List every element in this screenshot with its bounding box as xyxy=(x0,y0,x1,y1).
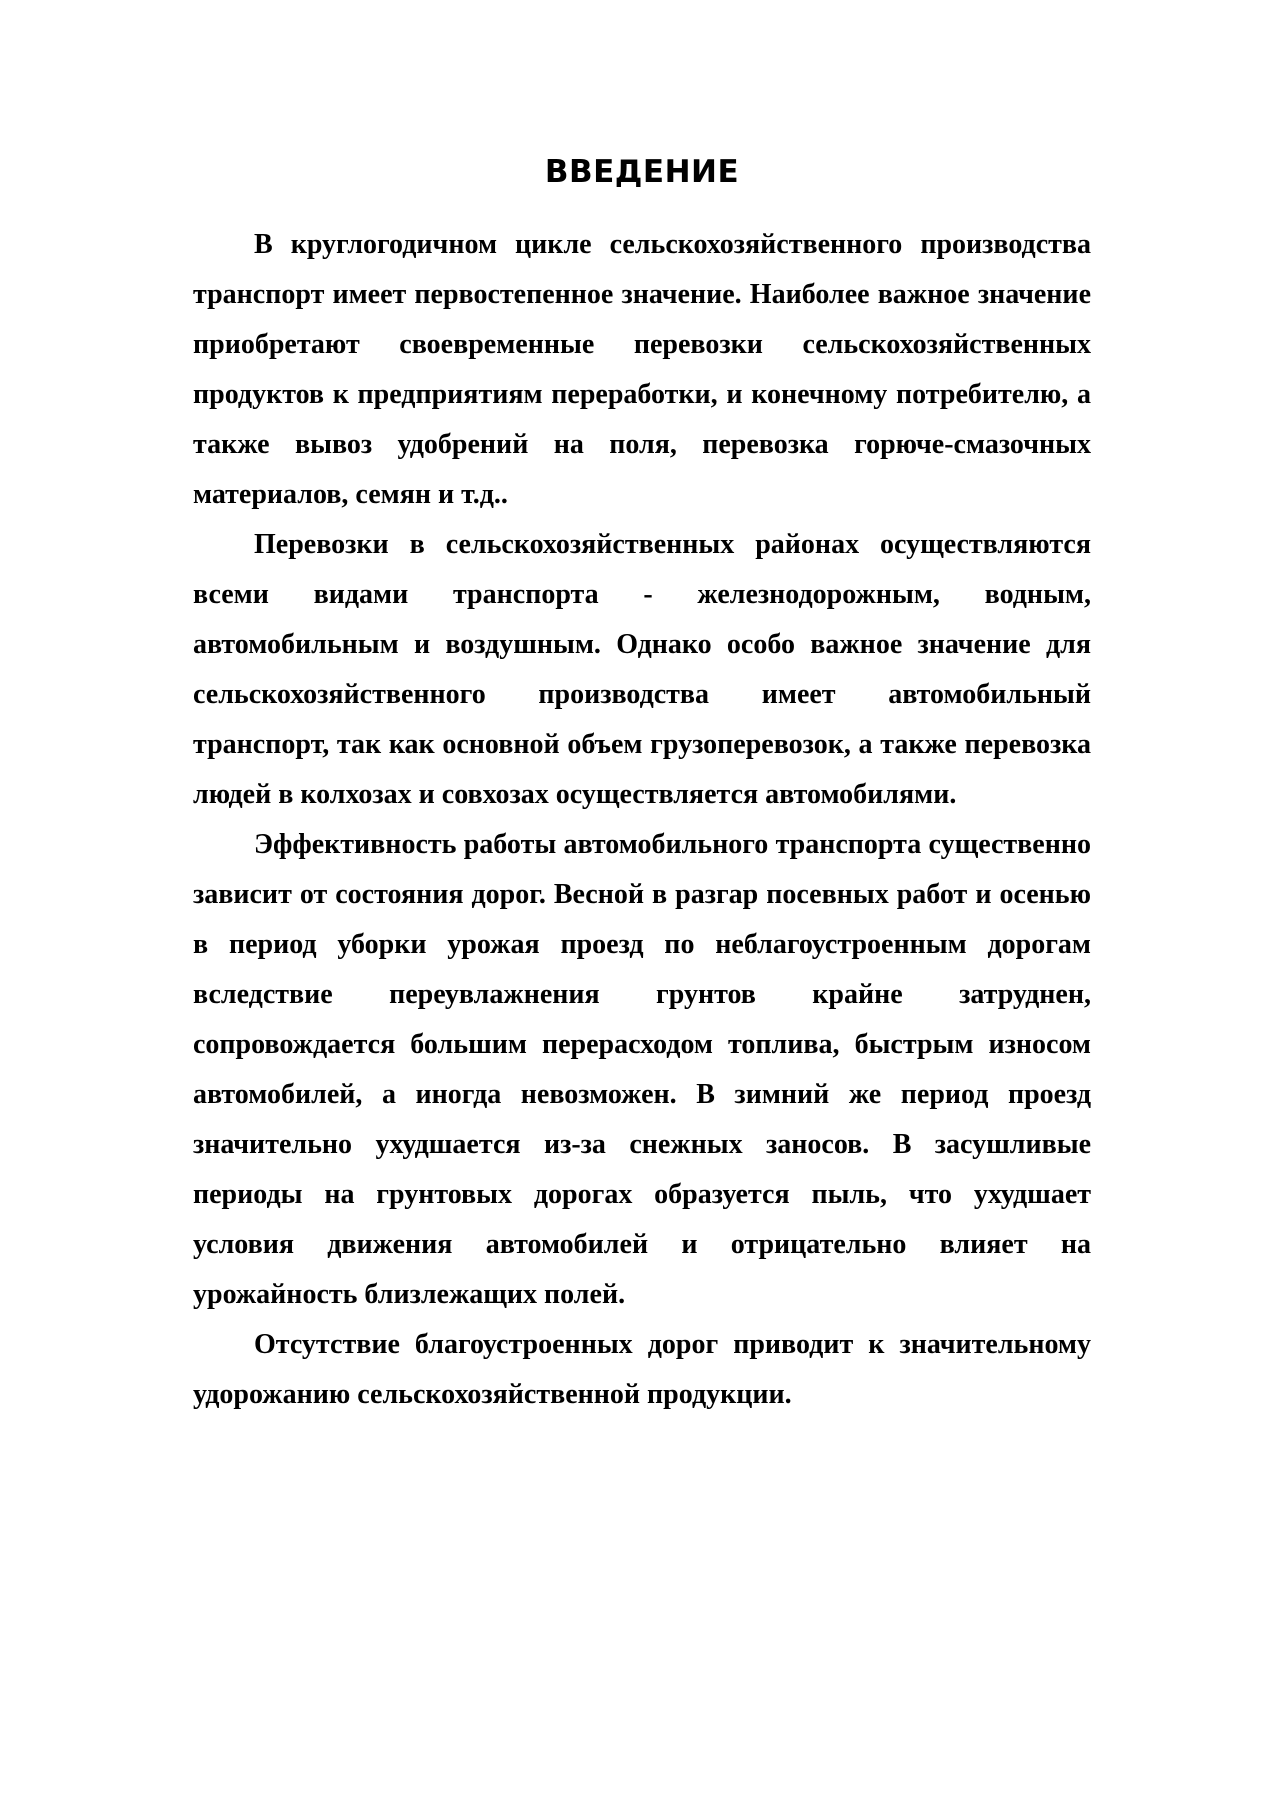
paragraph-conclusion: Отсутствие благоустроенных дорог приводит к значительному удорожанию сельскохозяйственной продукции. xyxy=(193,1329,1091,1410)
document-body xyxy=(193,220,1091,1420)
paragraph-intro: В круглогодичном цикле сельскохозяйственного производства транспорт имеет первостепенное значение. Наиболее важное значение приобретают своевременные перевозки сельскохозяйственных продуктов к предприятиям переработки, и конечному потребителю, а также вывоз удобрений на поля, перевозка горюче-смазочных материалов, семян и т.д.. xyxy=(193,229,1091,510)
page-title: ВВЕДЕНИЕ xyxy=(544,154,740,190)
paragraph-road-conditions: Эффективность работы автомобильного транспорта существенно зависит от состояния дорог. Весной в разгар посевных работ и осенью в период уборки урожая проезд по неблагоустроенным дорогам вследствие переувлажнения грунтов крайне затруднен, сопровождается большим перерасходом топлива, быстрым износом автомобилей, а иногда невозможен. В зимний же период проезд значительно ухудшается из-за снежных заносов. В засушливые периоды на грунтовых дорогах образуется пыль, что ухудшает условия движения автомобилей и отрицательно влияет на урожайность близлежащих полей. xyxy=(193,829,1091,1310)
paragraph-transport-types: Перевозки в сельскохозяйственных районах осуществляются всеми видами транспорта - железнодорожным, водным, автомобильным и воздушным. Однако особо важное значение для сельскохозяйственного производства имеет автомобильный транспорт, так как основной объем грузоперевозок, а также перевозка людей в колхозах и совхозах осуществляется автомобилями. xyxy=(193,529,1091,810)
